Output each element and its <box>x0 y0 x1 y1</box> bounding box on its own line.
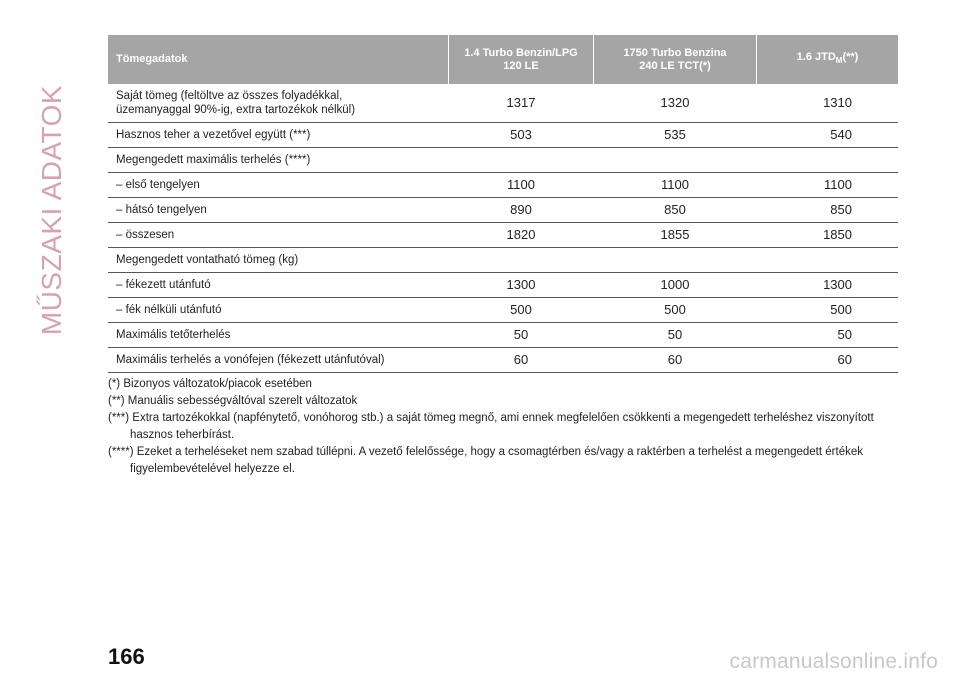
watermark: carmanualsonline.info <box>729 650 938 673</box>
table-header-row <box>108 35 898 84</box>
table-row <box>108 348 898 373</box>
footnotes <box>108 376 898 478</box>
row-value: 850 <box>757 198 899 223</box>
row-value: 1855 <box>594 223 757 248</box>
row-value <box>757 248 899 273</box>
row-value: 890 <box>449 198 594 223</box>
row-value: 50 <box>757 323 899 348</box>
row-value: 500 <box>594 298 757 323</box>
table-row <box>108 273 898 298</box>
header-engine-2: 1750 Turbo Benzina 240 LE TCT(*) <box>594 35 757 84</box>
row-value: 1850 <box>757 223 899 248</box>
row-value: 540 <box>757 123 899 148</box>
row-value: 1317 <box>449 84 594 123</box>
row-label: – fékezett utánfutó <box>108 273 449 298</box>
row-value: 50 <box>594 323 757 348</box>
footnote: (***) Extra tartozékokkal (napfénytető, vonóhorog stb.) a saját tömeg megnő, ami ennek megfelelően csökkenti a megengedett terheléshez viszonyított hasznos teherbírást. <box>108 412 874 441</box>
row-label: – hátsó tengelyen <box>108 198 449 223</box>
table-row <box>108 298 898 323</box>
row-label: Maximális tetőterhelés <box>108 323 449 348</box>
weights-table <box>108 35 898 373</box>
row-value: 1320 <box>594 84 757 123</box>
row-value <box>449 248 594 273</box>
row-value <box>757 148 899 173</box>
table-row <box>108 123 898 148</box>
row-label: – fék nélküli utánfutó <box>108 298 449 323</box>
row-value <box>594 248 757 273</box>
row-label: Saját tömeg (feltöltve az összes folyadékkal, üzemanyaggal 90%-ig, extra tartozékok nélkül) <box>108 84 449 123</box>
row-label: Hasznos teher a vezetővel együtt (***) <box>108 123 449 148</box>
row-value: 850 <box>594 198 757 223</box>
row-value: 1300 <box>757 273 899 298</box>
row-value: 60 <box>594 348 757 373</box>
row-label: – első tengelyen <box>108 173 449 198</box>
row-value: 1310 <box>757 84 899 123</box>
table-row <box>108 323 898 348</box>
table-row <box>108 148 898 173</box>
header-engine-1: 1.4 Turbo Benzin/LPG 120 LE <box>449 35 594 84</box>
footnote: (*) Bizonyos változatok/piacok esetében <box>108 378 312 390</box>
row-value: 500 <box>449 298 594 323</box>
row-value: 1100 <box>594 173 757 198</box>
row-value: 1300 <box>449 273 594 298</box>
row-label: Maximális terhelés a vonófejen (fékezett utánfutóval) <box>108 348 449 373</box>
row-label: – összesen <box>108 223 449 248</box>
row-value: 503 <box>449 123 594 148</box>
table-row <box>108 173 898 198</box>
row-value: 60 <box>449 348 594 373</box>
row-value: 1820 <box>449 223 594 248</box>
header-weights: Tömegadatok <box>108 35 449 84</box>
table-row <box>108 84 898 123</box>
page-number: 166 <box>108 644 145 669</box>
footnote: (****) Ezeket a terheléseket nem szabad túllépni. A vezető felelőssége, hogy a csomagtérben és/vagy a raktérben a terhelést a megengedett értékek figyelembevételével helyezze el. <box>108 446 863 475</box>
header-engine-3: 1.6 $JTD_M(**)$ <box>757 35 899 84</box>
row-value: 60 <box>757 348 899 373</box>
row-value <box>594 148 757 173</box>
row-value: 535 <box>594 123 757 148</box>
table-row <box>108 223 898 248</box>
row-label: Megengedett maximális terhelés (****) <box>108 148 449 173</box>
table-row <box>108 198 898 223</box>
row-value: 1100 <box>757 173 899 198</box>
row-value: 500 <box>757 298 899 323</box>
section-side-tab: MŰSZAKI ADATOK <box>36 84 67 336</box>
footnote: (**) Manuális sebességváltóval szerelt változatok <box>108 395 358 407</box>
row-value: 1100 <box>449 173 594 198</box>
row-value: 1000 <box>594 273 757 298</box>
row-value: 50 <box>449 323 594 348</box>
row-label: Megengedett vontatható tömeg (kg) <box>108 248 449 273</box>
table-row <box>108 248 898 273</box>
row-value <box>449 148 594 173</box>
